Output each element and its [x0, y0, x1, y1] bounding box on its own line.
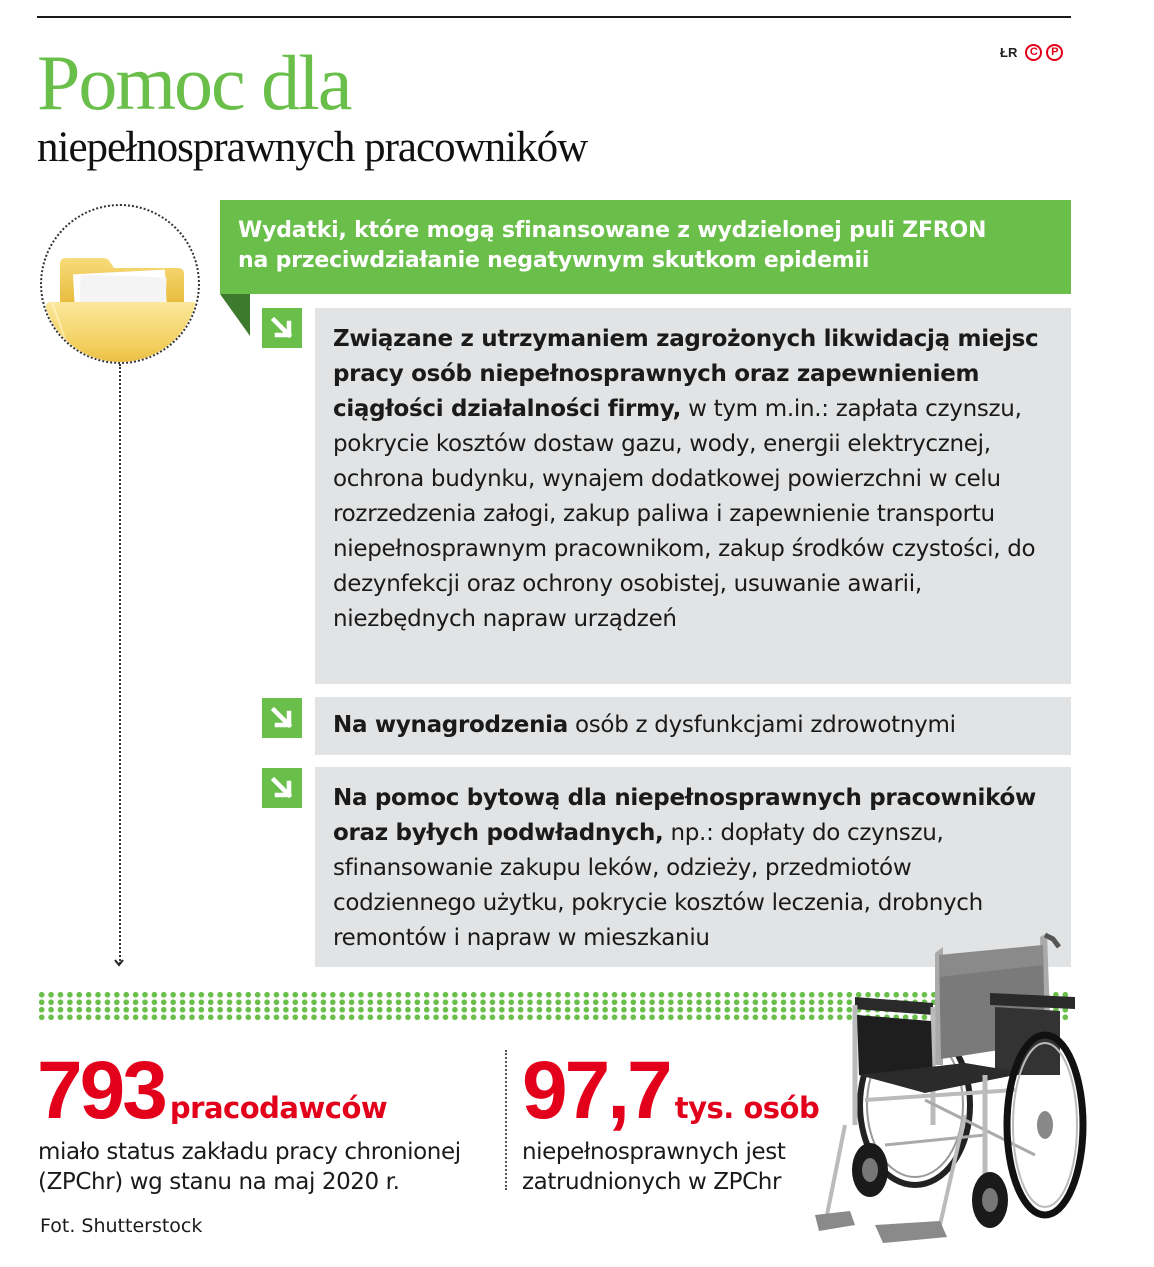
item-text: np.: dopłaty do czynszu, sfinansowanie zakupu leków, odzieży, przedmiotów codziennego użytku, pokrycie kosztów leczenia, drobnych remontów i napraw w mieszkaniu: [333, 820, 983, 951]
stat-desc-line: niepełnosprawnych jest: [522, 1139, 786, 1165]
stat-desc-line: miało status zakładu pracy chronionej: [38, 1139, 461, 1165]
item-title: Na pomoc bytową dla niepełnosprawnych pracowników oraz byłych podwładnych,: [333, 785, 1036, 846]
stat-workers-desc: [522, 1137, 785, 1197]
stat-employers: [37, 1045, 388, 1136]
copyright-p-icon: P: [1046, 44, 1063, 61]
stat-employers-desc: [38, 1137, 461, 1197]
header-fold-shape: [220, 294, 250, 336]
publisher-logo: [1000, 44, 1063, 61]
timeline-dotted-line: [119, 364, 121, 964]
section-header-line2: na przeciwdziałanie negatywnym skutkom epidemii: [238, 248, 870, 273]
copyright-c-icon: C: [1025, 44, 1042, 61]
arrow-down-right-icon: [262, 768, 302, 808]
folder-icon: [42, 206, 200, 364]
list-item: [315, 697, 1071, 755]
stat-unit: pracodawców: [169, 1091, 388, 1125]
top-rule: [37, 16, 1071, 18]
wheelchair-image: [815, 925, 1095, 1245]
page-subtitle: niepełnosprawnych pracowników: [37, 124, 588, 171]
photo-credit: Fot. Shutterstock: [40, 1215, 203, 1237]
section-header: [220, 200, 1071, 294]
item-title: Na wynagrodzenia: [333, 712, 568, 738]
list-item: [315, 308, 1071, 684]
page-title: Pomoc dla: [37, 39, 351, 126]
chevron-down-icon: [114, 959, 124, 967]
stat-number: 97,7: [522, 1045, 670, 1136]
stat-desc-line: zatrudnionych w ZPChr: [522, 1169, 782, 1195]
stat-desc-line: (ZPChr) wg stanu na maj 2020 r.: [38, 1169, 400, 1195]
stat-number: 793: [37, 1045, 165, 1136]
item-text: w tym m.in.: zapłata czynszu, pokrycie kosztów dostaw gazu, wody, energii elektrycznej, ochrona budynku, wynajem dodatkowej powierzchni w celu rozrzedzenia załogi, zakup paliwa i zapewnienie transportu niepełnosprawnym pracownikom, zakup środków czystości, do dezynfekcji oraz ochrony osobistej, usuwanie awarii, niezbędnych napraw urządzeń: [333, 396, 1036, 632]
section-header-line1: Wydatki, które mogą sfinansowane z wydzielonej puli ZFRON: [238, 218, 987, 243]
item-text: osób z dysfunkcjami zdrowotnymi: [567, 712, 956, 738]
folder-illustration: [40, 204, 200, 364]
arrow-down-right-icon: [262, 698, 302, 738]
stat-divider: [505, 1050, 507, 1190]
stat-workers: [522, 1045, 820, 1136]
logo-initials: ŁR: [1000, 45, 1018, 60]
stat-unit: tys. osób: [674, 1091, 820, 1125]
item-title: Związane z utrzymaniem zagrożonych likwidacją miejsc pracy osób niepełnosprawnych oraz zapewnieniem ciągłości działalności firmy,: [333, 326, 1039, 422]
arrow-down-right-icon: [262, 308, 302, 348]
